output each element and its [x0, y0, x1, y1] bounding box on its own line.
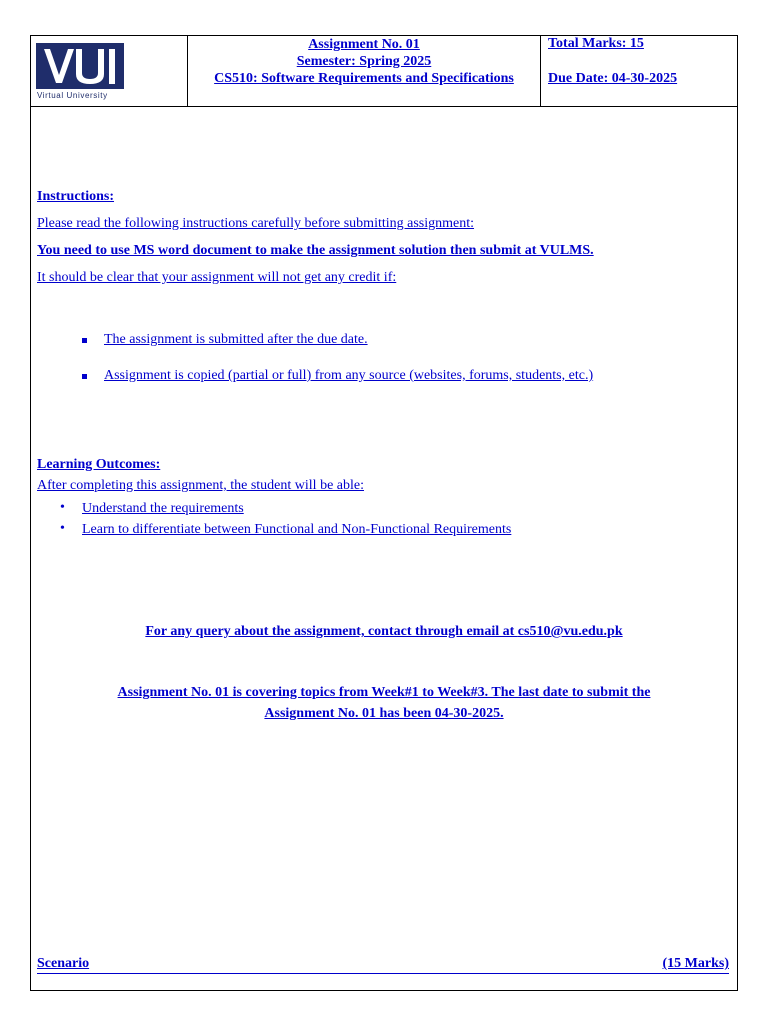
scenario-label: Scenario — [37, 956, 90, 971]
bullet-dot-icon: • — [60, 521, 65, 536]
vu-logo-icon — [36, 43, 124, 89]
assignment-title: Assignment No. 01 — [308, 37, 420, 52]
logo-cell — [30, 35, 188, 106]
total-marks: Total Marks: 15 — [548, 36, 644, 51]
learning-outcome-item: Learn to differentiate between Functional and Non-Functional Requirements — [82, 522, 512, 537]
query-text: For any query about the assignment, contact through email at — [145, 624, 518, 639]
square-bullet-icon — [82, 374, 87, 379]
bullet-dot-icon: • — [60, 500, 65, 515]
logo-caption: Virtual University — [37, 91, 108, 100]
title-cell — [188, 35, 541, 106]
scenario-heading — [37, 956, 729, 974]
instructions-heading: Instructions: — [37, 189, 115, 204]
learning-outcome-item: Understand the requirements — [82, 501, 244, 516]
instructions-line-3: It should be clear that your assignment will not get any credit if: — [37, 270, 397, 285]
instructions-line-1: Please read the following instructions carefully before submitting assignment: — [37, 216, 475, 231]
learning-outcomes-heading: Learning Outcomes: — [37, 457, 161, 472]
scenario-marks: (15 Marks) — [662, 956, 729, 971]
square-bullet-icon — [82, 338, 87, 343]
coverage-line-2: Assignment No. 01 has been 04-30-2025. — [264, 706, 504, 721]
instruction-bullet: Assignment is copied (partial or full) from any source (websites, forums, students, etc.) — [104, 368, 594, 383]
header-table — [30, 35, 738, 107]
marks-cell — [541, 35, 738, 106]
query-email-link[interactable]: cs510@vu.edu.pk — [517, 624, 623, 639]
due-date: Due Date: 04-30-2025 — [548, 71, 678, 86]
learning-outcomes-intro: After completing this assignment, the student will be able: — [37, 478, 364, 493]
course-title: CS510: Software Requirements and Specifications — [214, 71, 514, 86]
instructions-line-2: You need to use MS word document to make the assignment solution then submit at VULMS. — [37, 243, 594, 258]
coverage-line-1: Assignment No. 01 is covering topics from Week#1 to Week#3. The last date to submit the — [117, 685, 651, 700]
instruction-bullet: The assignment is submitted after the due date. — [104, 332, 368, 347]
query-line — [30, 624, 738, 640]
semester: Semester: Spring 2025 — [296, 54, 432, 69]
